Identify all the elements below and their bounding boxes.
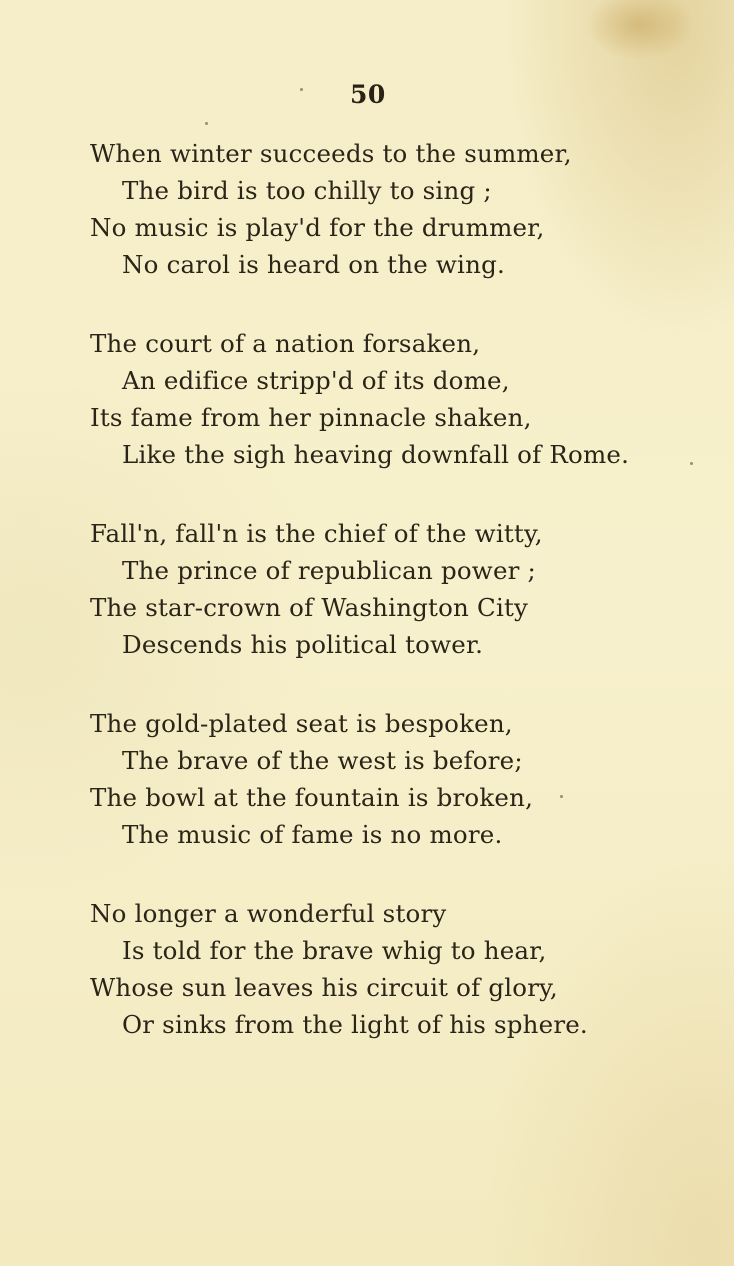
poem-line: No music is play'd for the drummer, — [90, 213, 545, 242]
poem-line: Or sinks from the light of his sphere. — [122, 1010, 588, 1039]
ink-speck — [205, 122, 208, 125]
poem-line: Is told for the brave whig to hear, — [122, 936, 547, 965]
poem-line: Its fame from her pinnacle shaken, — [90, 403, 532, 432]
poem-line: No longer a wonderful story — [90, 899, 447, 928]
poem-line: An edifice stripp'd of its dome, — [122, 366, 510, 395]
ink-speck — [300, 88, 303, 91]
poem-line: The prince of republican power ; — [122, 556, 537, 585]
poem-line: The bowl at the fountain is broken, — [90, 783, 534, 812]
poem-line: The star-crown of Washington City — [90, 593, 529, 622]
poem-line: Whose sun leaves his circuit of glory, — [90, 973, 558, 1002]
stanza-2 — [0, 325, 734, 473]
poem-line: Like the sigh heaving downfall of Rome. — [122, 440, 630, 469]
paper-stain — [584, 0, 694, 60]
poem-line: The court of a nation forsaken, — [90, 329, 481, 358]
stanza-4 — [0, 705, 734, 853]
poem-line: The gold-plated seat is bespoken, — [90, 709, 513, 738]
stanza-5 — [0, 895, 734, 1043]
poem-line: The brave of the west is before; — [122, 746, 523, 775]
stanza-1 — [0, 135, 734, 283]
page-number: 50 — [350, 80, 386, 109]
poem-line: The music of fame is no more. — [122, 820, 503, 849]
poem — [0, 135, 734, 1085]
poem-line: The bird is too chilly to sing ; — [122, 176, 492, 205]
stanza-3 — [0, 515, 734, 663]
poem-line: No carol is heard on the wing. — [122, 250, 505, 279]
poem-line: Descends his political tower. — [122, 630, 484, 659]
poem-line: Fall'n, fall'n is the chief of the witty, — [90, 519, 543, 548]
poem-line: When winter succeeds to the summer, — [90, 139, 572, 168]
